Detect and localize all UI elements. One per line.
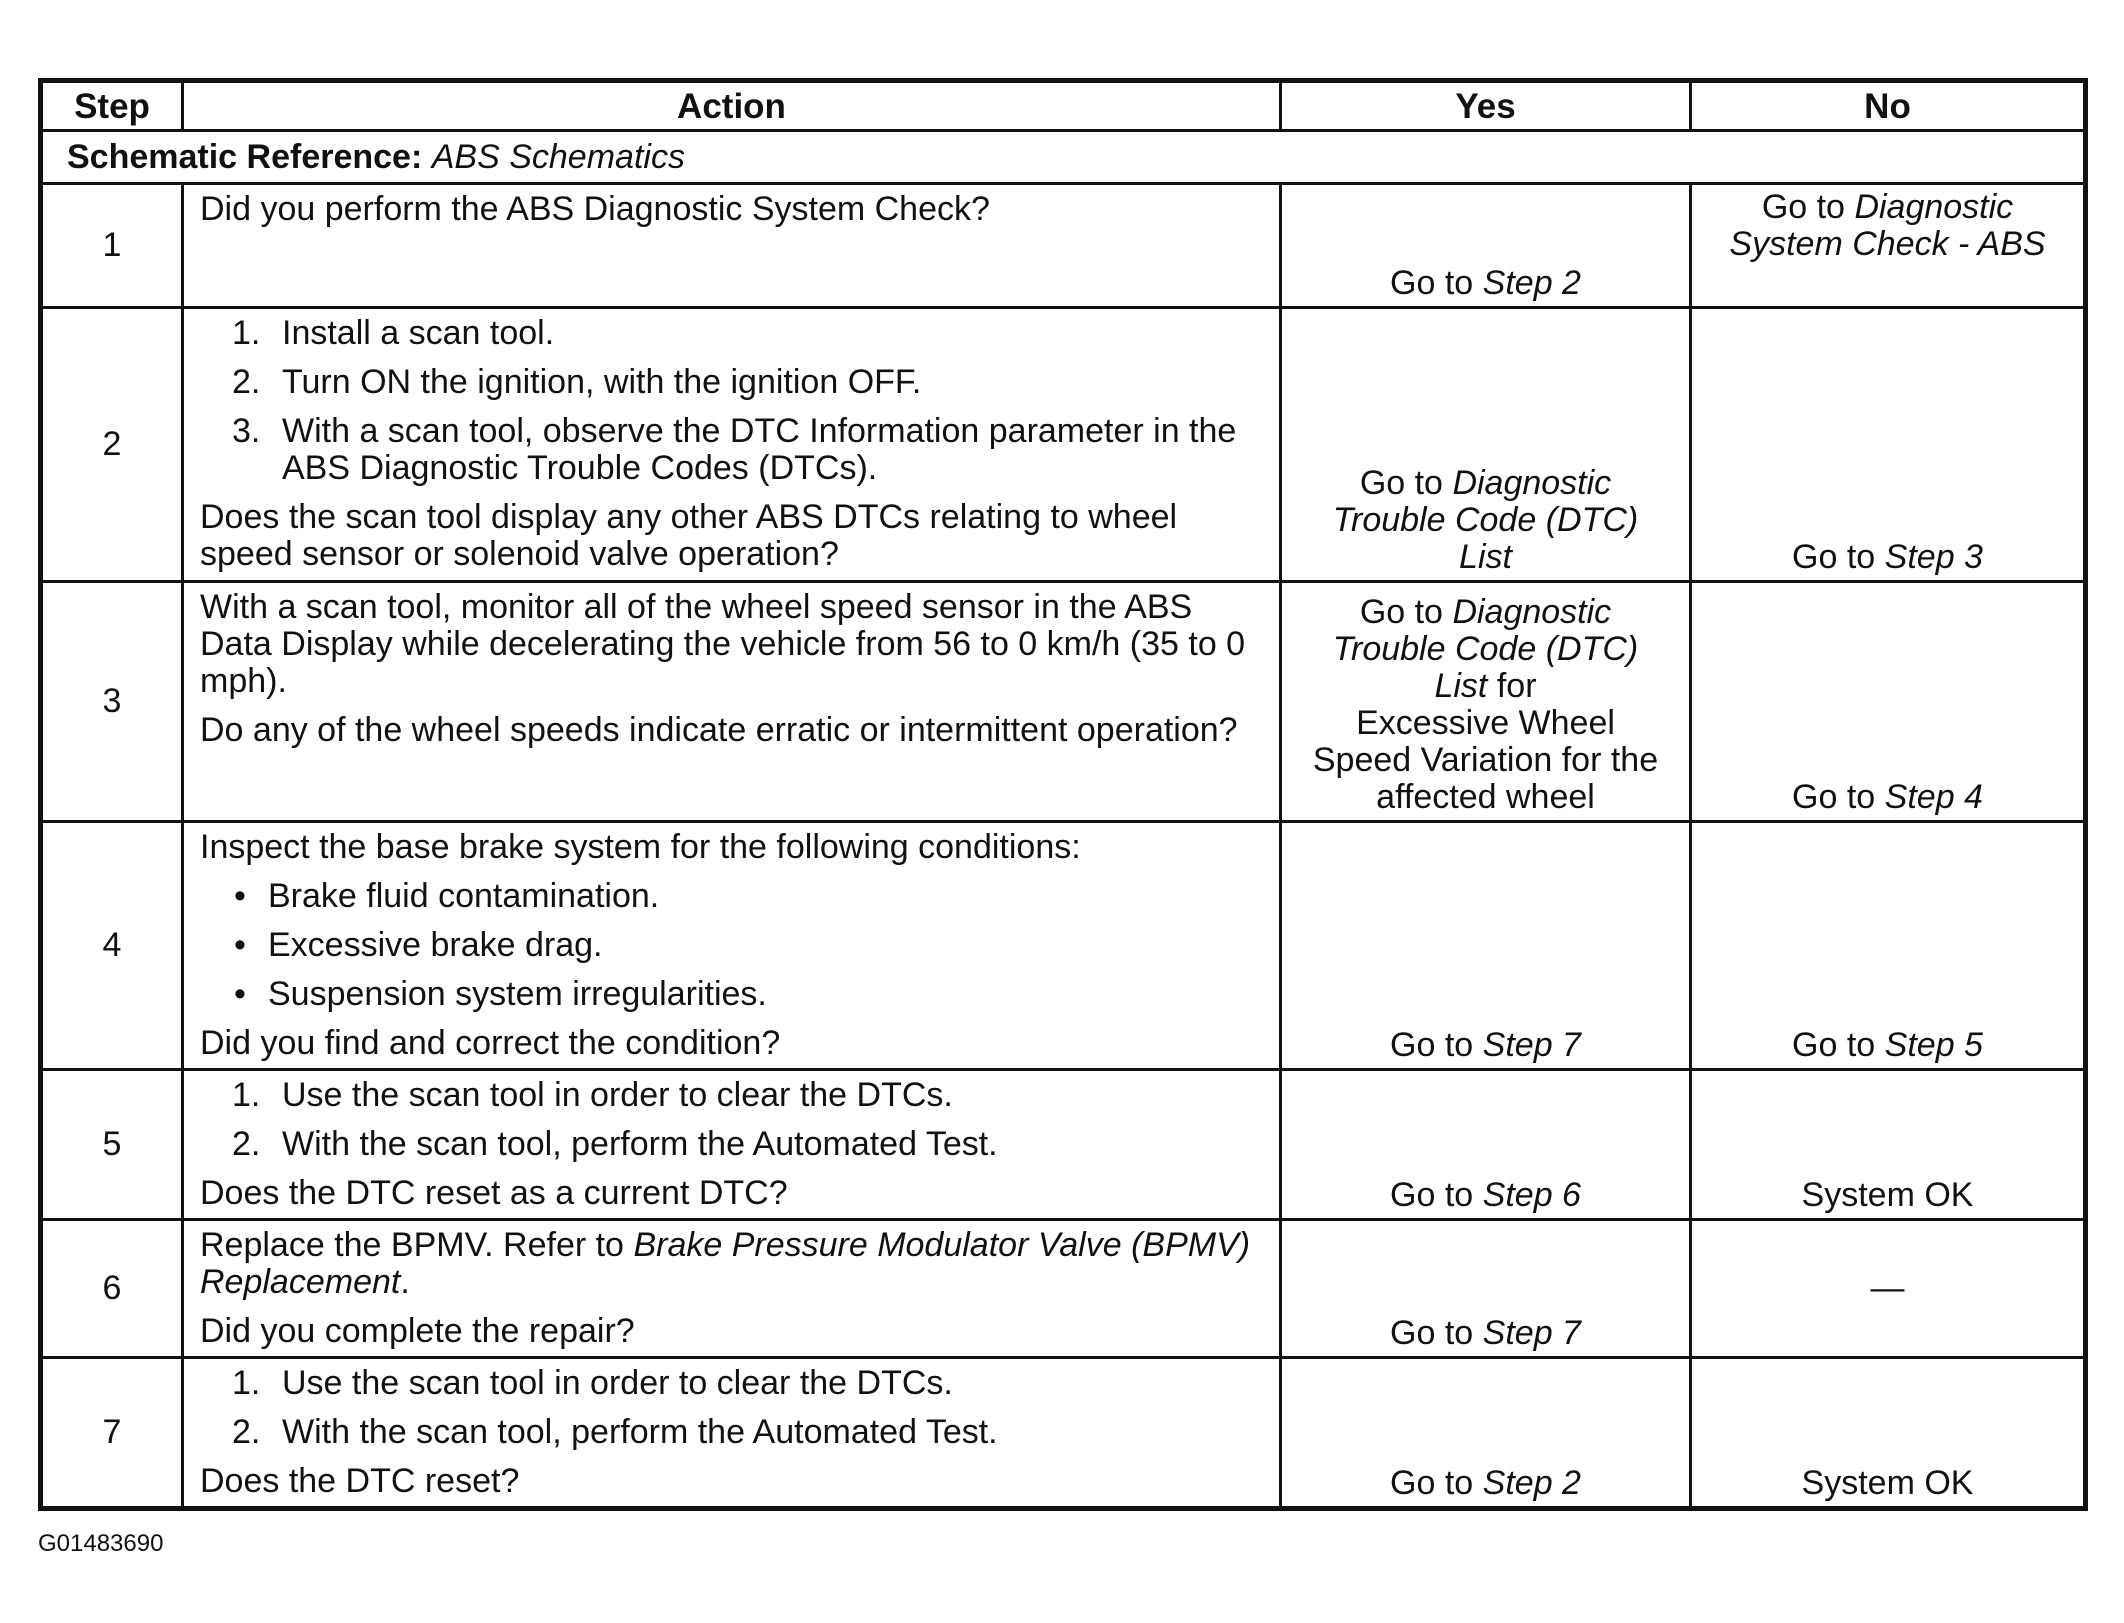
- bullet-list: [200, 878, 1263, 1013]
- step-number: 3: [41, 582, 183, 822]
- action-cell: [183, 1220, 1281, 1358]
- yes-step-link: Step 2: [1482, 264, 1581, 302]
- header-yes: Yes: [1281, 81, 1691, 131]
- step-number: 5: [41, 1070, 183, 1220]
- yes-cell: [1281, 1358, 1691, 1509]
- schematic-reference: [41, 131, 2086, 184]
- numbered-list: [200, 1077, 1263, 1163]
- list-item: 2. With the scan tool, perform the Automated Test.: [232, 1125, 998, 1163]
- action-cell: [183, 1070, 1281, 1220]
- table-row: [41, 582, 2086, 822]
- table-row: [41, 822, 2086, 1070]
- intro-text: Inspect the base brake system for the following conditions:: [200, 828, 1081, 866]
- yes-extra-line2: Speed Variation for the: [1312, 741, 1659, 779]
- step-number: 2: [41, 308, 183, 582]
- go-to-label: Go to: [1390, 1176, 1474, 1214]
- table-row: [41, 1220, 2086, 1358]
- yes-for: for: [1496, 667, 1537, 705]
- action-cell: [183, 1358, 1281, 1509]
- no-cell: [1691, 1070, 2086, 1220]
- table-row: [41, 184, 2086, 308]
- question-text: Did you complete the repair?: [200, 1312, 635, 1350]
- header-row: [41, 81, 2086, 131]
- yes-step-link: Step 6: [1482, 1176, 1581, 1214]
- action-cell: [183, 308, 1281, 582]
- no-result-text: System OK: [1801, 1176, 1974, 1214]
- list-item-text: Turn ON the ignition, with the ignition OFF.: [282, 363, 922, 401]
- schematic-row: [41, 131, 2086, 184]
- list-item: 1. Use the scan tool in order to clear the DTCs.: [232, 1076, 953, 1114]
- header-no: No: [1691, 81, 2086, 131]
- step-number: 4: [41, 822, 183, 1070]
- no-cell: [1691, 1358, 2086, 1509]
- list-item-text: Brake fluid contamination.: [268, 877, 660, 915]
- yes-extra-line1: Excessive Wheel: [1356, 704, 1615, 742]
- go-to-label: Go to: [1390, 1314, 1474, 1352]
- step-number: 7: [41, 1358, 183, 1509]
- list-item-text: Suspension system irregularities.: [268, 975, 767, 1013]
- go-to-label: Go to: [1390, 264, 1474, 302]
- diagnostic-table: [38, 78, 2088, 1511]
- step-number: 6: [41, 1220, 183, 1358]
- question-text: Does the DTC reset as a current DTC?: [200, 1174, 788, 1212]
- header-action: Action: [183, 81, 1281, 131]
- numbered-list: [200, 315, 1263, 487]
- list-item: 3. With a scan tool, observe the DTC Information parameter in the ABS Diagnostic Trouble Codes (DTCs).: [232, 412, 1237, 487]
- yes-cell: [1281, 308, 1691, 582]
- go-to-label: Go to: [1359, 593, 1443, 631]
- no-cell: [1691, 822, 2086, 1070]
- no-ref-line2: System Check - ABS: [1729, 225, 2046, 263]
- schematic-link: ABS Schematics: [431, 137, 685, 176]
- no-step-link: Step 5: [1884, 1026, 1983, 1064]
- action-prefix: Replace the BPMV. Refer to: [200, 1226, 624, 1264]
- schematic-label: Schematic Reference:: [67, 137, 423, 176]
- yes-ref-line1: Diagnostic: [1452, 593, 1612, 631]
- list-item-text: With the scan tool, perform the Automated Test.: [282, 1125, 998, 1163]
- yes-step-link: Step 2: [1482, 1464, 1581, 1502]
- list-item-text: Use the scan tool in order to clear the DTCs.: [282, 1364, 953, 1402]
- action-text: With a scan tool, monitor all of the wheel speed sensor in the ABS Data Display while decelerating the vehicle from 56 to 0 km/h (35 to 0 mph).: [200, 588, 1246, 700]
- no-result-text: System OK: [1801, 1464, 1974, 1502]
- list-item: 1. Install a scan tool.: [232, 314, 555, 352]
- yes-cell: [1281, 1220, 1691, 1358]
- go-to-label: Go to: [1390, 1464, 1474, 1502]
- list-item-text: Install a scan tool.: [282, 314, 555, 352]
- action-reference-link: Brake Pressure Modulator Valve (BPMV) Replacement: [200, 1226, 1251, 1301]
- go-to-label: Go to: [1792, 778, 1876, 816]
- yes-step-link: Step 7: [1482, 1026, 1581, 1064]
- list-item: • Excessive brake drag.: [234, 926, 603, 964]
- no-cell: [1691, 582, 2086, 822]
- figure-id: G01483690: [38, 1530, 164, 1557]
- question-text: Do any of the wheel speeds indicate erratic or intermittent operation?: [200, 711, 1238, 749]
- list-item: • Brake fluid contamination.: [234, 877, 660, 915]
- no-cell: [1691, 1220, 2086, 1358]
- list-item: • Suspension system irregularities.: [234, 975, 767, 1013]
- go-to-label: Go to: [1359, 464, 1443, 502]
- step-number: 1: [41, 184, 183, 308]
- question-text: Does the DTC reset?: [200, 1462, 520, 1500]
- no-cell: [1691, 308, 2086, 582]
- go-to-label: Go to: [1390, 1026, 1474, 1064]
- yes-ref-line3: List: [1434, 667, 1488, 705]
- table-row: [41, 1070, 2086, 1220]
- list-item: 2. Turn ON the ignition, with the ignition OFF.: [232, 363, 922, 401]
- list-item: 1. Use the scan tool in order to clear the DTCs.: [232, 1364, 953, 1402]
- yes-cell: [1281, 1070, 1691, 1220]
- yes-ref-line2: Trouble Code (DTC): [1332, 630, 1639, 668]
- table-row: [41, 1358, 2086, 1509]
- yes-step-link: Step 7: [1482, 1314, 1581, 1352]
- no-ref-line1: Diagnostic: [1854, 188, 2014, 226]
- action-text: Did you perform the ABS Diagnostic System Check?: [200, 190, 990, 228]
- no-step-link: Step 4: [1884, 778, 1983, 816]
- list-item-text: With a scan tool, observe the DTC Information parameter in the ABS Diagnostic Trouble Codes (DTCs).: [282, 412, 1237, 487]
- action-cell: [183, 184, 1281, 308]
- yes-extra-line3: affected wheel: [1376, 778, 1595, 816]
- table-row: [41, 308, 2086, 582]
- yes-cell: [1281, 184, 1691, 308]
- list-item-text: With the scan tool, perform the Automated Test.: [282, 1413, 998, 1451]
- no-result-text: —: [1870, 1269, 1905, 1307]
- list-item-text: Use the scan tool in order to clear the DTCs.: [282, 1076, 953, 1114]
- go-to-label: Go to: [1761, 188, 1845, 226]
- numbered-list: [200, 1365, 1263, 1451]
- no-step-link: Step 3: [1884, 538, 1983, 576]
- yes-cell: [1281, 822, 1691, 1070]
- question-text: Did you find and correct the condition?: [200, 1024, 781, 1062]
- yes-ref-line3: List: [1459, 538, 1512, 576]
- go-to-label: Go to: [1792, 1026, 1876, 1064]
- go-to-label: Go to: [1792, 538, 1876, 576]
- list-item: 2. With the scan tool, perform the Automated Test.: [232, 1413, 998, 1451]
- list-item-text: Excessive brake drag.: [268, 926, 603, 964]
- question-text: Does the scan tool display any other ABS DTCs relating to wheel speed sensor or solenoid valve operation?: [200, 498, 1178, 573]
- action-cell: [183, 822, 1281, 1070]
- yes-ref-line2: Trouble Code (DTC): [1332, 501, 1639, 539]
- yes-ref-line1: Diagnostic: [1452, 464, 1612, 502]
- header-step: Step: [41, 81, 183, 131]
- yes-cell: [1281, 582, 1691, 822]
- no-cell: [1691, 184, 2086, 308]
- action-text: Replace the BPMV. Refer to Brake Pressure Modulator Valve (BPMV) Replacement.: [200, 1226, 1251, 1301]
- action-cell: [183, 582, 1281, 822]
